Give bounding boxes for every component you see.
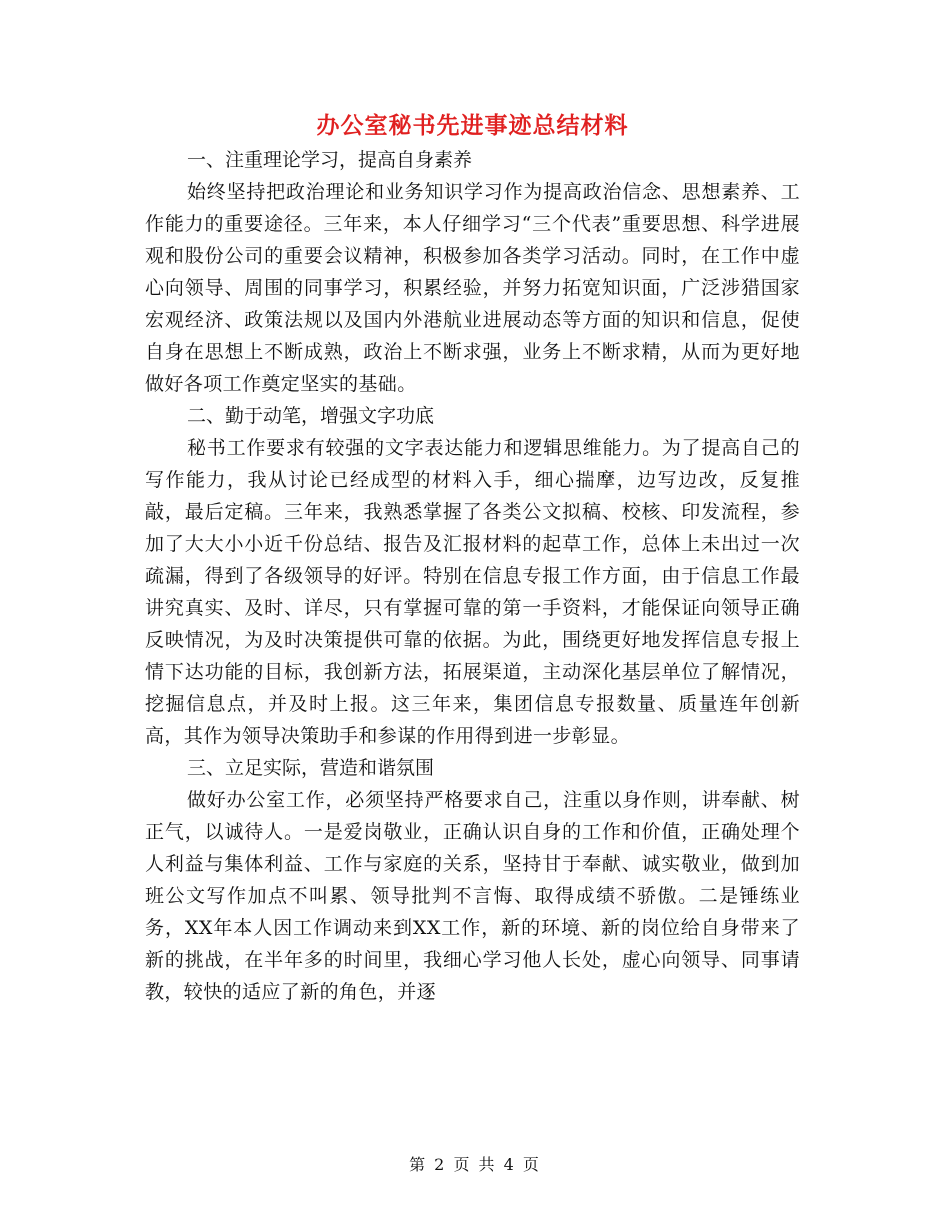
document-title: 办公室秘书先进事迹总结材料 (316, 112, 629, 139)
section-body-3: 做好办公室工作，必须坚持严格要求自己，注重以身作则，讲奉献、树正气，以诚待人。一是爱岗敬业，正确认识自身的工作和价值，正确处理个人利益与集体利益、工作与家庭的关系，坚持甘于奉献、诚实敬业，做到加班公文写作加点不叫累、领导批判不言悔、取得成绩不骄傲。二是锤练业务，XX年本人因工作调动来到XX工作，新的环境、新的岗位给自身带来了新的挑战，在半年多的时间里，我细心学习他人长处，虚心向领导、同事请教，较快的适应了新的角色，并逐 (145, 789, 800, 1003)
section-body-1: 始终坚持把政治理论和业务知识学习作为提高政治信念、思想素养、工作能力的重要途径。三年来，本人仔细学习“三个代表”重要思想、科学进展观和股份公司的重要会议精神，积极参加各类学习活动。同时，在工作中虚心向领导、周围的同事学习，积累经验，并努力拓宽知识面，广泛涉猎国家宏观经济、政策法规以及国内外港航业进展动态等方面的知识和信息，促使自身在思想上不断成熟，政治上不断求强，业务上不断求精，从而为更好地做好各项工作奠定坚实的基础。 (145, 181, 800, 395)
section-heading-3: 三、立足实际，营造和谐氛围 (187, 757, 435, 779)
page-number-footer: 第 2 页 共 4 页 (409, 1155, 541, 1174)
section-body-2: 秘书工作要求有较强的文字表达能力和逻辑思维能力。为了提高自己的写作能力，我从讨论已经成型的材料入手，细心揣摩，边写边改，反复推敲，最后定稿。三年来，我熟悉掌握了各类公文拟稿、校核、印发流程，参加了大大小小近千份总结、报告及汇报材料的起草工作，总体上未出过一次疏漏，得到了各级领导的好评。特别在信息专报工作方面，由于信息工作最讲究真实、及时、详尽，只有掌握可靠的第一手资料，才能保证向领导正确反映情况，为及时决策提供可靠的依据。为此，围绕更好地发挥信息专报上情下达功能的目标，我创新方法，拓展渠道，主动深化基层单位了解情况，挖掘信息点，并及时上报。这三年来，集团信息专报数量、质量连年创新高，其作为领导决策助手和参谋的作用得到进一步彰显。 (145, 437, 800, 747)
document-page (145, 108, 800, 1008)
section-heading-1: 一、注重理论学习，提高自身素养 (187, 149, 473, 171)
section-heading-2: 二、勤于动笔，增强文字功底 (187, 405, 435, 427)
